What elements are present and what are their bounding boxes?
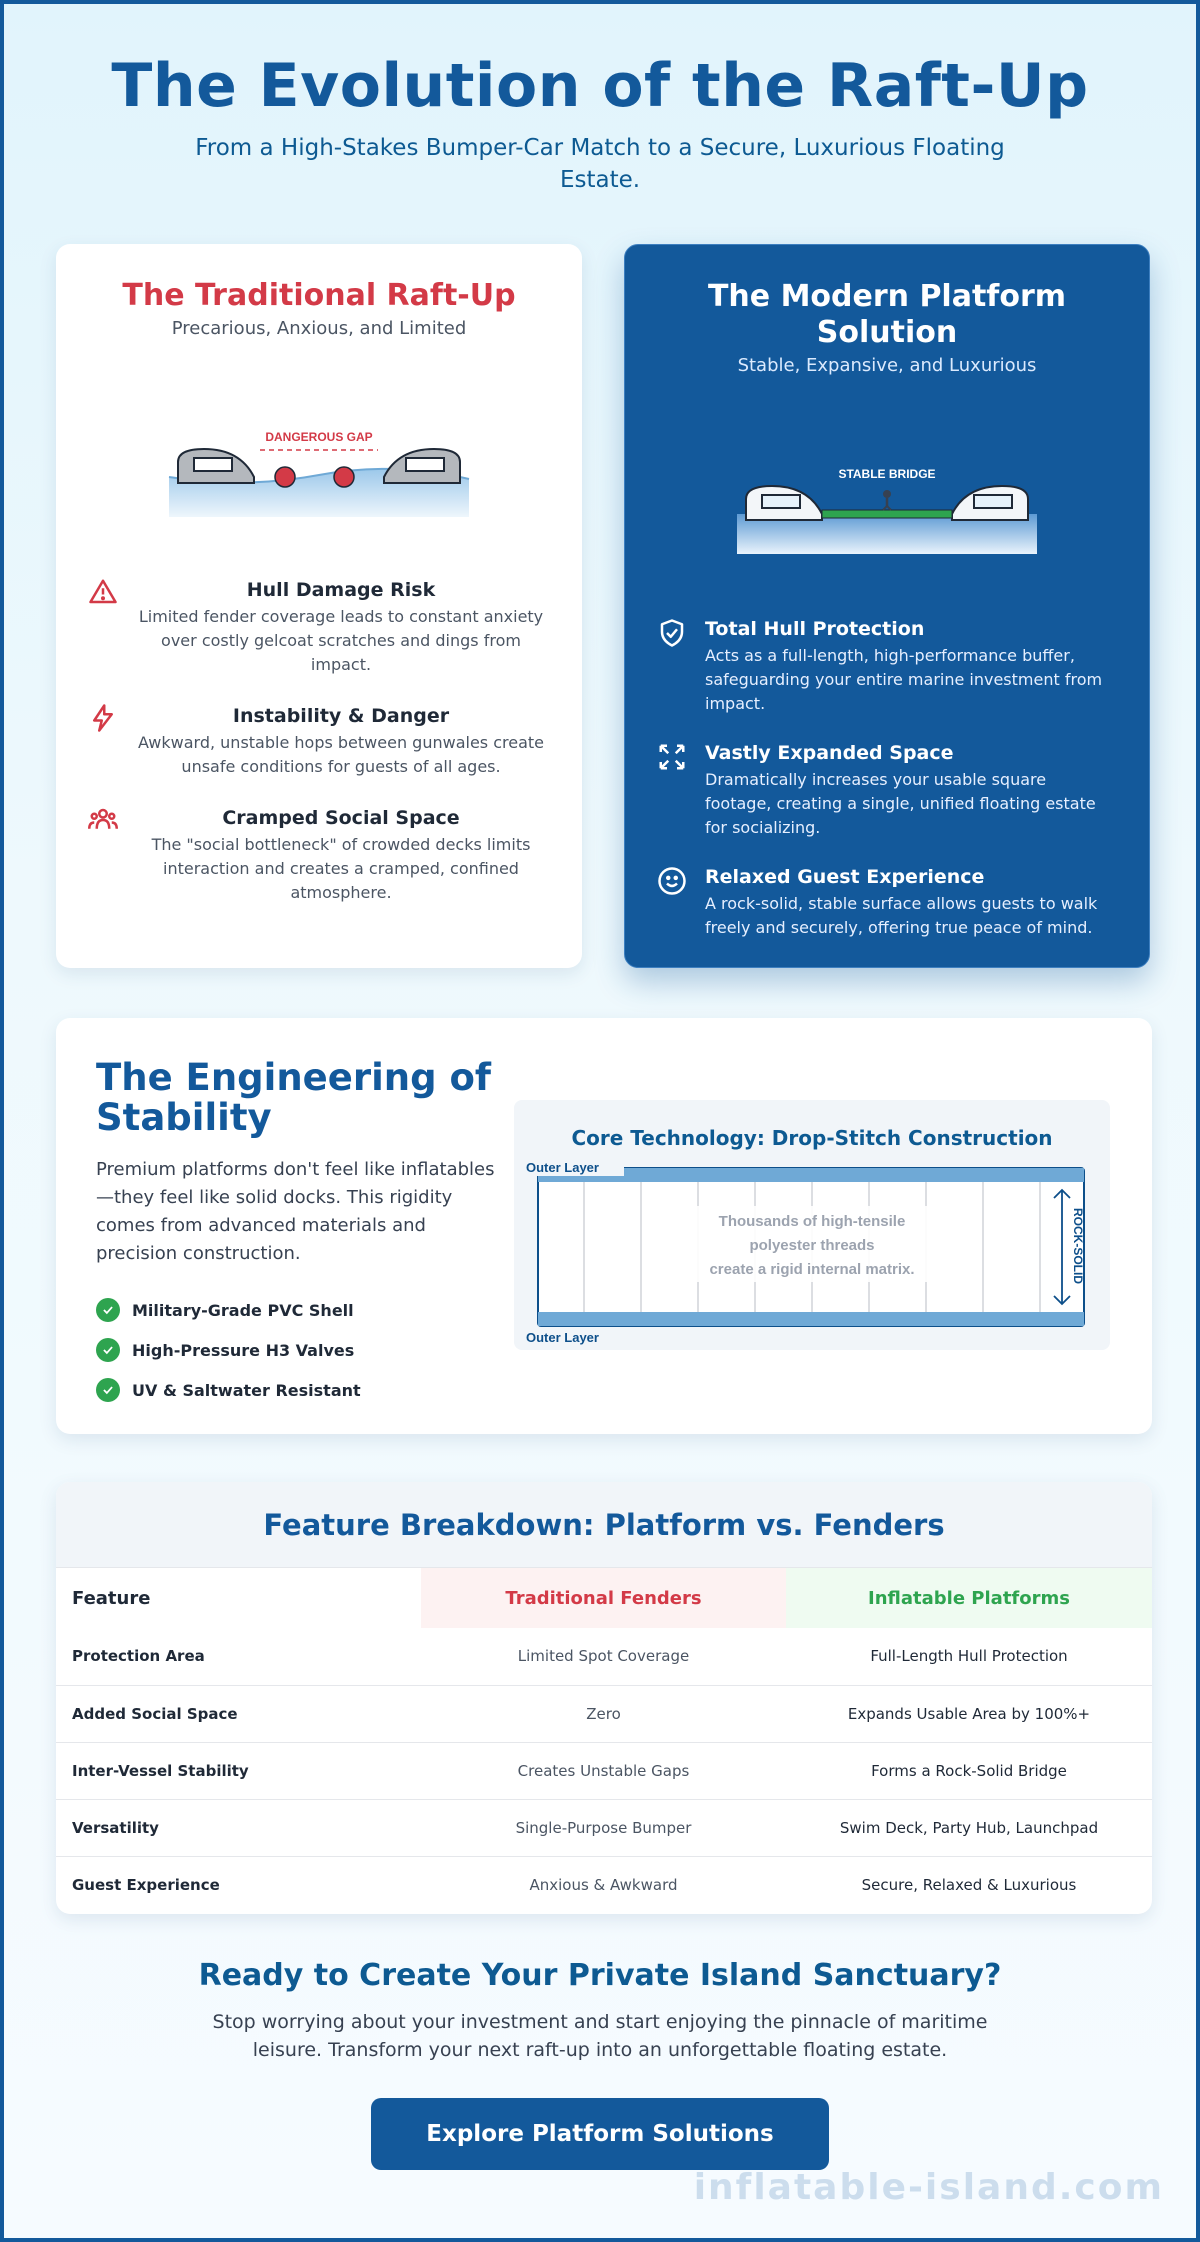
cell-traditional: Anxious & Awkward [421,1856,786,1913]
table-row [56,1742,1152,1799]
engineering-text [96,1058,496,1410]
check-circle-icon [96,1338,120,1362]
engineering-section [56,1018,1152,1434]
table-row [56,1628,1152,1685]
outer-layer-top-label: Outer Layer [526,1160,599,1175]
table-header-row [56,1568,1152,1628]
feature-checklist [96,1290,496,1410]
cell-platform: Secure, Relaxed & Luxurious [786,1856,1152,1913]
cell-feature: Inter-Vessel Stability [56,1742,421,1799]
traditional-card [56,244,582,968]
feature-text: Acts as a full-length, high-performance buffer, safeguarding your entire marine investment from impact. [705,646,1103,713]
cell-feature: Protection Area [72,1647,205,1666]
cell-platform: Forms a Rock-Solid Bridge [786,1742,1152,1799]
feature-total-hull-protection [705,616,1109,716]
comparison-table [56,1568,1152,1913]
check-label: UV & Saltwater Resistant [132,1380,361,1400]
feature-breakdown-table [56,1482,1152,1914]
page-title: The Evolution of the Raft-Up [111,51,1089,121]
outer-layer-bottom-label: Outer Layer [526,1330,599,1345]
traditional-title: The Traditional Raft-Up [122,278,516,313]
feature-text: The "social bottleneck" of crowded decks limits interaction and creates a cramped, confined atmosphere. [151,835,531,902]
diagram-title: Core Technology: Drop-Stitch Construction [571,1126,1053,1150]
cell-platform: Expands Usable Area by 100%+ [786,1685,1152,1742]
cell-feature: Added Social Space [56,1685,421,1742]
feature-hull-damage-risk [136,577,546,677]
smiley-face-icon [657,866,687,896]
table-row [56,1799,1152,1856]
check-label: Military-Grade PVC Shell [132,1300,354,1320]
warning-triangle-icon [88,577,118,607]
feature-title: Cramped Social Space [222,807,460,829]
header-feature: Feature [72,1587,151,1609]
stable-bridge-illustration [732,454,1042,554]
diagram-center-text-3: create a rigid internal matrix. [709,1261,915,1278]
cta-title: Ready to Create Your Private Island Sanctuary? [198,1958,1002,1993]
cell-platform: Swim Deck, Party Hub, Launchpad [786,1799,1152,1856]
cell-traditional: Zero [421,1685,786,1742]
cell-platform: Full-Length Hull Protection [870,1647,1068,1666]
traditional-subtitle: Precarious, Anxious, and Limited [171,318,467,339]
drop-stitch-cross-section [514,1158,1110,1348]
drop-stitch-diagram [514,1100,1110,1350]
people-group-icon [88,805,118,835]
modern-title: The Modern Platform Solution [707,279,1067,350]
table-row [56,1685,1152,1742]
check-label: High-Pressure H3 Valves [132,1340,355,1360]
modern-subtitle: Stable, Expansive, and Luxurious [737,355,1037,376]
table-row [56,1856,1152,1913]
engineering-title: The Engineering of Stability [96,1056,492,1139]
expand-arrows-icon [657,742,687,772]
feature-cramped-social-space [136,805,546,905]
page-subtitle: From a High-Stakes Bumper-Car Match to a Secure, Luxurious Floating Estate. [195,135,1005,193]
cell-traditional: Creates Unstable Gaps [421,1742,786,1799]
cell-traditional: Limited Spot Coverage [517,1647,690,1666]
bridge-label: STABLE BRIDGE [838,467,936,481]
diagram-center-text-1: Thousands of high-tensile [718,1213,906,1230]
header-traditional-fenders: Traditional Fenders [421,1568,786,1628]
header-inflatable-platforms: Inflatable Platforms [786,1568,1152,1628]
engineering-description: Premium platforms don't feel like inflatables—they feel like solid docks. This rigidity comes from advanced materials and precision construction. [96,1159,495,1264]
feature-instability-danger [136,703,546,779]
check-item [96,1290,496,1330]
feature-relaxed-guest-experience [705,864,1109,940]
modern-features [625,616,1149,940]
feature-title: Total Hull Protection [705,618,925,640]
check-circle-icon [96,1298,120,1322]
table-title: Feature Breakdown: Platform vs. Fenders [56,1482,1152,1568]
cell-traditional: Single-Purpose Bumper [421,1799,786,1856]
watermark: inflatable-island.com [693,2167,1164,2208]
feature-title: Vastly Expanded Space [705,742,954,764]
feature-title: Instability & Danger [232,705,450,727]
lightning-bolt-icon [88,703,118,733]
traditional-features [56,577,582,905]
feature-text: Dramatically increases your usable square footage, creating a single, unified floating estate for socializing. [705,770,1096,837]
feature-text: Awkward, unstable hops between gunwales create unsafe conditions for guests of all ages. [138,733,544,776]
check-circle-icon [96,1378,120,1402]
feature-text: Limited fender coverage leads to constant anxiety over costly gelcoat scratches and dings from impact. [138,607,544,674]
cta-text: Stop worrying about your investment and start enjoying the pinnacle of maritime leisure. Transform your next raft-up into an unforgettable floating estate. [212,2011,988,2061]
comparison-section [56,244,1152,968]
diagram-center-text-2: polyester threads [749,1237,875,1254]
hero [4,4,1196,196]
feature-text: A rock-solid, stable surface allows guests to walk freely and securely, offering true peace of mind. [705,894,1098,937]
check-item [96,1330,496,1370]
call-to-action [4,1956,1196,2170]
explore-platform-solutions-button[interactable]: Explore Platform Solutions [371,2098,829,2170]
dangerous-gap-illustration [164,417,474,517]
cell-feature: Guest Experience [56,1856,421,1913]
feature-title: Relaxed Guest Experience [705,866,985,888]
cell-feature: Versatility [56,1799,421,1856]
check-item [96,1370,496,1410]
gap-label: DANGEROUS GAP [265,430,373,444]
feature-title: Hull Damage Risk [246,579,436,601]
feature-vastly-expanded-space [705,740,1109,840]
shield-check-icon [657,618,687,648]
rock-solid-label: ROCK-SOLID [1071,1208,1085,1284]
modern-card [624,244,1150,968]
